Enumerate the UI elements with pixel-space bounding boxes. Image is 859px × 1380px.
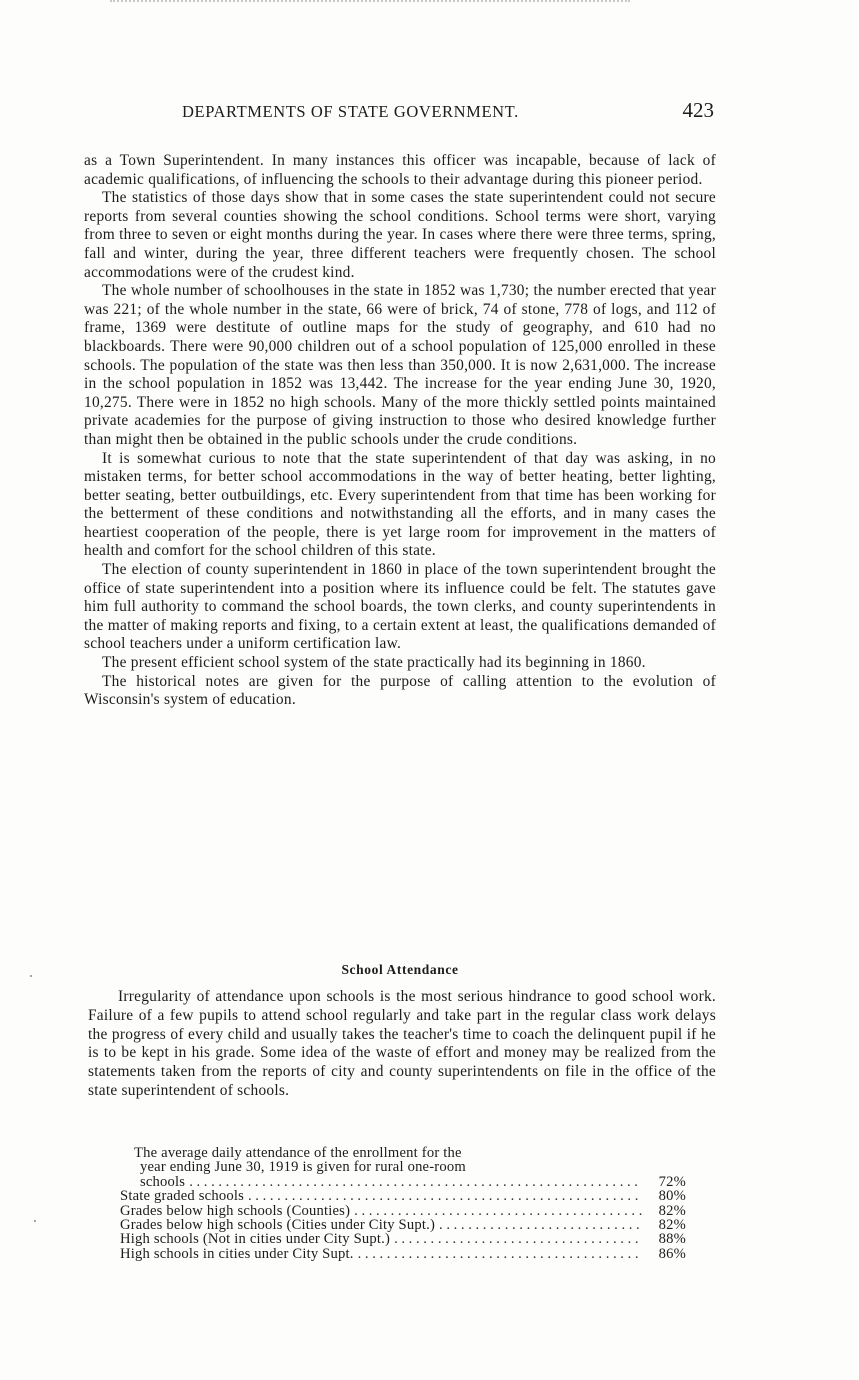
dot-leader — [358, 1247, 642, 1261]
stat-value: 82% — [658, 1217, 686, 1234]
attendance-paragraph — [88, 988, 716, 1101]
running-title: DEPARTMENTS OF STATE GOVERNMENT. — [182, 102, 519, 121]
stat-value: 88% — [658, 1231, 686, 1248]
paragraph: It is somewhat curious to note that the state superintendent of that day was asking, in no mistaken terms, for better school accommodations in the way of better heating, better lighting, better seating, better outbuildings, etc. Every superintendent from that time has been working for the betterment of these conditions and notwithstanding all the efforts, and in many cases the heartiest cooperation of the people, there is yet large room for improvement in the matters of health and comfort for the school children of this state. — [84, 449, 716, 560]
stats-intro-line: year ending June 30, 1919 is given for rural one-room — [140, 1159, 466, 1176]
stat-row — [120, 1218, 686, 1232]
scan-edge-marks — [110, 0, 630, 6]
paragraph: The whole number of schoolhouses in the state in 1852 was 1,730; the number erected that year was 221; of the whole number in the state, 66 were of brick, 74 of stone, 778 of logs, and 112 of frame, 1369 were destitute of outline maps for the study of geography, and 610 had no blackboards. There were 90,000 children out of a school population of 125,000 enrolled in these schools. The population of the state was then less than 350,000. It is now 2,631,000. The increase in the school population in 1852 was 13,442. The increase for the year ending June 30, 1920, 10,275. There were in 1852 no high schools. Many of the more thickly settled points maintained private academies for the purpose of giving instruction to those who desired knowledge further than might then be obtained in the public schools under the crude conditions. — [84, 282, 716, 448]
paragraph: The present efficient school system of the state practically had its beginning in 1860. — [102, 654, 646, 672]
dot-leader — [248, 1189, 642, 1203]
dot-leader — [354, 1204, 642, 1218]
stat-row — [120, 1175, 686, 1189]
stat-label: Grades below high schools (Counties) — [120, 1202, 351, 1219]
stat-label: Grades below high schools (Cities under City Supt.) — [120, 1217, 436, 1234]
stat-value: 82% — [658, 1202, 686, 1219]
body-text — [84, 152, 716, 710]
stat-row — [120, 1232, 686, 1246]
stat-value: 80% — [658, 1188, 686, 1205]
dot-leader — [394, 1232, 642, 1246]
page-number: 423 — [682, 98, 714, 122]
stats-intro-line: The average daily attendance of the enrollment for the — [134, 1145, 462, 1161]
scan-speck — [30, 975, 32, 977]
paragraph: The statistics of those days show that in some cases the state superintendent could not secure reports from several counties showing the school conditions. School terms were short, varying from three to seven or eight months during the year. In cases where there were three terms, spring, fall and winter, during the year, three different teachers were frequently chosen. The school accommodations were of the crudest kind. — [84, 189, 716, 281]
stat-value: 72% — [658, 1173, 686, 1190]
running-header — [84, 98, 716, 128]
stat-value: 86% — [658, 1245, 686, 1262]
paragraph: The historical notes are given for the purpose of calling attention to the evolution of Wisconsin's system of education. — [84, 672, 716, 709]
stat-row — [120, 1204, 686, 1218]
dot-leader — [189, 1175, 642, 1189]
dot-leader — [439, 1218, 642, 1232]
attendance-statistics — [120, 1146, 686, 1261]
section-heading: School Attendance — [341, 962, 459, 977]
scan-speck — [34, 1220, 36, 1222]
stat-label: High schools (Not in cities under City Supt.) — [120, 1231, 391, 1248]
paragraph: The election of county superintendent in 1860 in place of the town superintendent brought the office of state superintendent into a position where its influence could be felt. The statutes gave him full authority to command the school boards, the town clerks, and county superintendents in the matter of making reports and fixing, to a certain extent at least, the qualifications demanded of school teachers under a uniform certification law. — [84, 561, 716, 653]
stat-row — [120, 1189, 686, 1203]
stat-label: High schools in cities under City Supt. — [120, 1245, 354, 1262]
paragraph: Irregularity of attendance upon schools is the most serious hindrance to good school work. Failure of a few pupils to attend school regularly and take part in the regular class work delays the progress of every child and usually takes the teacher's time to coach the delinquent pupil if he is to be kept in his grade. Some idea of the waste of effort and money may be realized from the statements taken from the reports of city and county superintendents on file in the office of the state superintendent of schools. — [88, 988, 716, 1099]
paragraph-continued: as a Town Superintendent. In many instances this officer was incapable, because of lack of academic qualifications, of influencing the schools to their advantage during this pioneer period. — [84, 152, 716, 188]
stat-label: State graded schools — [120, 1188, 244, 1205]
stat-row — [120, 1247, 686, 1261]
stat-label: schools — [140, 1173, 186, 1190]
